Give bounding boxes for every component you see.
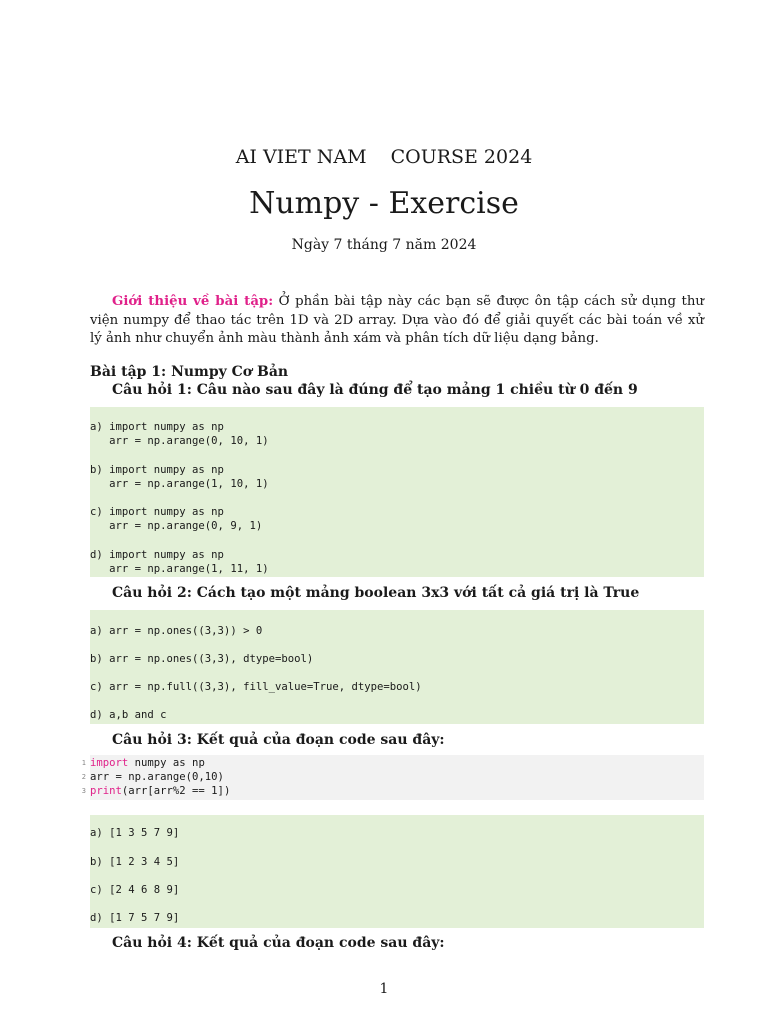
question-3-option-a: a) [1 3 5 7 9] xyxy=(90,827,180,839)
page-number: 1 xyxy=(379,981,389,997)
question-2-title: Câu hỏi 2: Cách tạo một mảng boolean 3x3 với tất cả giá trị là True xyxy=(112,585,640,601)
question-2-option-d: d) a,b and c xyxy=(90,709,167,721)
question-1-title: Câu hỏi 1: Câu nào sau đây là đúng để tạo mảng 1 chiều từ 0 đến 9 xyxy=(112,382,638,398)
code-line: 3 print(arr[arr%2 == 1]) xyxy=(81,785,231,797)
question-1-option-b: b) import numpy as np arr = np.arange(1, 10, 1) xyxy=(90,464,269,490)
question-2-option-b: b) arr = np.ones((3,3), dtype=bool) xyxy=(90,653,314,665)
question-3-option-d: d) [1 7 5 7 9] xyxy=(90,912,180,924)
question-1-options xyxy=(90,407,704,577)
header-org: AI VIET NAM xyxy=(235,146,367,168)
intro-paragraph xyxy=(90,293,704,349)
document-title: Numpy - Exercise xyxy=(249,186,519,221)
document-header xyxy=(0,146,768,168)
code-line: 1 import numpy as np xyxy=(81,757,205,769)
document-date: Ngày 7 tháng 7 năm 2024 xyxy=(291,237,477,253)
intro-text: Ở phần bài tập này các bạn sẽ được ôn tập cách sử dụng thư viện numpy để thao tác trên 1D và 2D array. Dựa vào đó để giải quyết các bài toán về xử lý ảnh như chuyển ảnh màu thành ảnh xám và phân tích dữ liệu dạng bảng. xyxy=(90,294,704,346)
code-line: 2 arr = np.arange(0,10) xyxy=(81,771,224,783)
question-3-options xyxy=(90,815,704,928)
question-3-option-b: b) [1 2 3 4 5] xyxy=(90,856,180,868)
question-2-options xyxy=(90,610,704,724)
question-3-option-c: c) [2 4 6 8 9] xyxy=(90,884,180,896)
question-2-option-c: c) arr = np.full((3,3), fill_value=True, dtype=bool) xyxy=(90,681,422,693)
question-2-option-a: a) arr = np.ones((3,3)) > 0 xyxy=(90,625,263,637)
intro-label: Giới thiệu về bài tập: xyxy=(112,294,274,309)
header-course: COURSE 2024 xyxy=(390,146,533,168)
question-3-title: Câu hỏi 3: Kết quả của đoạn code sau đây: xyxy=(112,732,445,748)
question-1-option-d: d) import numpy as np arr = np.arange(1, 11, 1) xyxy=(90,549,269,575)
question-3-code-block xyxy=(81,755,704,800)
question-1-option-c: c) import numpy as np arr = np.arange(0, 9, 1) xyxy=(90,506,263,532)
section-title: Bài tập 1: Numpy Cơ Bản xyxy=(90,364,289,380)
question-1-option-a: a) import numpy as np arr = np.arange(0, 10, 1) xyxy=(90,421,269,447)
question-4-title: Câu hỏi 4: Kết quả của đoạn code sau đây: xyxy=(112,935,445,951)
